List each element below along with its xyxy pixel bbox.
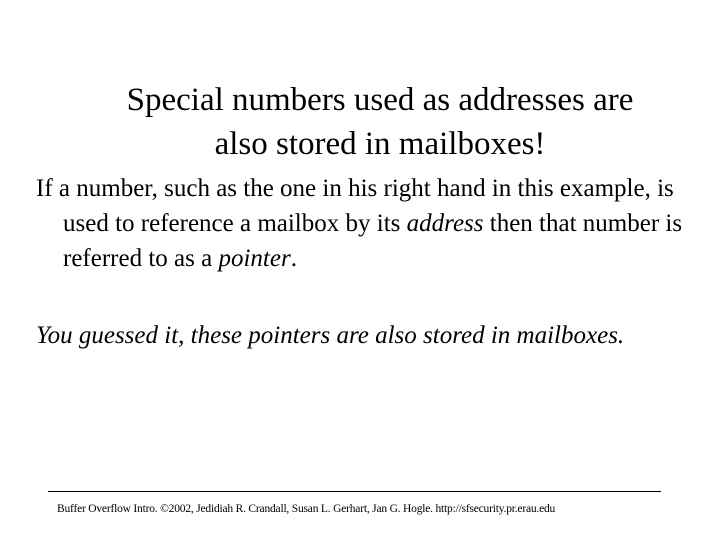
pointers-stored-paragraph: You guessed it, these pointers are also stored in mailboxes. <box>36 322 625 349</box>
paragraph-text-part-2: then that number is referred to as a <box>63 210 683 272</box>
footer-divider <box>48 491 661 492</box>
slide-title-line-2: also stored in mailboxes! <box>214 126 546 162</box>
pointer-term: pointer <box>218 245 291 272</box>
paragraph-text-part-1: If a number, such as the one in his right hand in this example, is used to reference a mailbox by its <box>36 175 674 237</box>
address-term: address <box>406 210 484 237</box>
paragraph-text-part-3: . <box>290 245 297 272</box>
slide-title <box>60 78 700 166</box>
slide-title-line-1: Special numbers used as addresses are <box>126 82 634 118</box>
pointer-definition-paragraph <box>36 171 720 276</box>
footer-credits: Buffer Overflow Intro. ©2002, Jedidiah R. Crandall, Susan L. Gerhart, Jan G. Hogle. http://sfsecurity.pr.erau.edu <box>57 503 556 515</box>
